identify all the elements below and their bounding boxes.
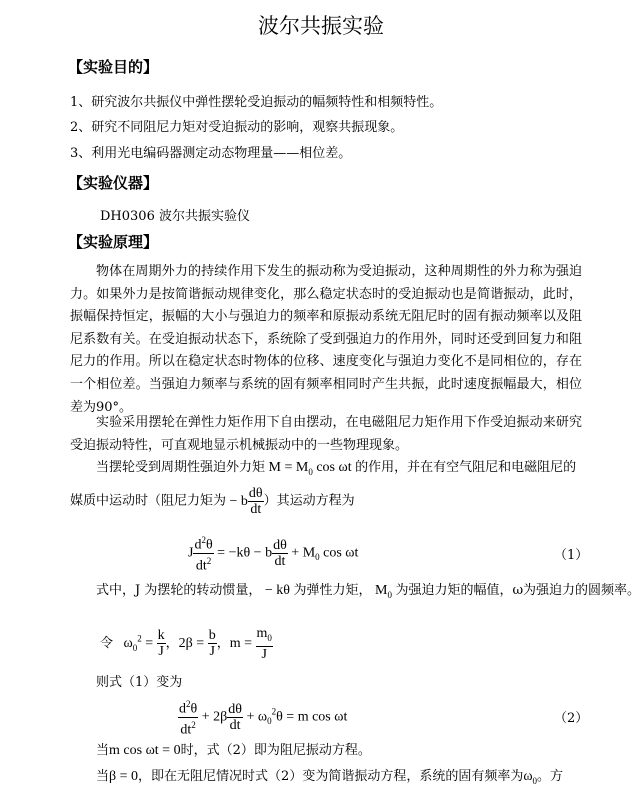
principle-paragraph-3-line-1: 当摆轮受到周期性强迫外力矩 $M = M_0$ cos ωt 的作用，并在有空气阻尼和电磁阻尼的 <box>96 460 577 477</box>
principle-paragraph-2: 实验采用摆轮在弹性力矩作用下自由摆动，在电磁阻尼力矩作用下作受迫振动来研究受迫振动特性，可直观地显示机械振动中的一些物理现象。 <box>70 415 582 453</box>
page-title: 波尔共振实验 <box>258 14 384 38</box>
purpose-item-2: 2、研究不同阻尼力矩对受迫振动的影响，观察共振现象。 <box>70 120 404 135</box>
let-definitions: 令 $\omega_0^2$ = $\frac{k}{J}$ ，2β = $\frac{b}{J}$ ，m = $\frac{m_0}{J}$ <box>100 626 272 662</box>
principle-paragraph-6: 当m cos ωt = 0时，式（2）即为阻尼振动方程。 <box>96 743 371 758</box>
principle-paragraph-3-line-2: 媒质中运动时（阻尼力矩为 − b $\frac{d\theta}{dt}$ ）其运动方程为 <box>70 486 355 517</box>
equation-1: J $\frac{d^2\theta}{dt^2}$ = −kθ − b $\frac{d\theta}{dt}$ + $M_0$ cos ωt <box>188 535 359 574</box>
heading-instrument: 【实验仪器】 <box>68 174 159 192</box>
equation-1-number: （1） <box>554 548 589 563</box>
purpose-item-1: 1、研究波尔共振仪中弹性摆轮受迫振动的幅频特性和相频特性。 <box>70 95 443 110</box>
instrument-name: DH0306 波尔共振实验仪 <box>100 209 250 224</box>
principle-paragraph-1: 物体在周期外力的持续作用下发生的振动称为受迫振动，这种周期性的外力称为强迫力。如果外力是按简谐振动规律变化，那么稳定状态时的受迫振动也是简谐振动，此时，振幅保持恒定，振幅的大小与强迫力的频率和原振动系统无阻尼时的固有振动频率以及阻尼系数有关。在受迫振动状态下，系统除了受到强迫力的作用外，同时还受到回复力和阻尼力的作用。所以在稳定状态时物体的位移、速度变化与强迫力变化不是同相位的，存在一个相位差。当强迫力频率与系统的固有频率相同时产生共振，此时速度振幅最大，相位差为90°。 <box>70 264 582 415</box>
equation-2-number: （2） <box>554 711 589 726</box>
heading-principle: 【实验原理】 <box>68 233 159 251</box>
principle-paragraph-5: 则式（1）变为 <box>96 675 183 690</box>
principle-paragraph-4-line-1: 式中，J 为摆轮的转动惯量， − kθ 为弹性力矩， $M_0$ 为强迫力矩的幅值，ω为强迫力的圆频率。 <box>96 583 641 600</box>
purpose-item-3: 3、利用光电编码器测定动态物理量——相位差。 <box>70 146 352 161</box>
equation-2: $\frac{d^2\theta}{dt^2}$ + 2β $\frac{d\theta}{dt}$ + $\omega_0^2\theta = m$ cos ωt <box>179 699 348 738</box>
principle-paragraph-7: 当β = 0，即在无阻尼情况时式（2）变为简谐振动方程，系统的固有频率为$\omega_0$。方 <box>96 769 564 786</box>
heading-purpose: 【实验目的】 <box>68 58 159 76</box>
damping-torque-formula: − b $\frac{d\theta}{dt}$ <box>226 486 263 517</box>
torque-formula: $M = M_0$ cos ωt <box>265 460 356 477</box>
